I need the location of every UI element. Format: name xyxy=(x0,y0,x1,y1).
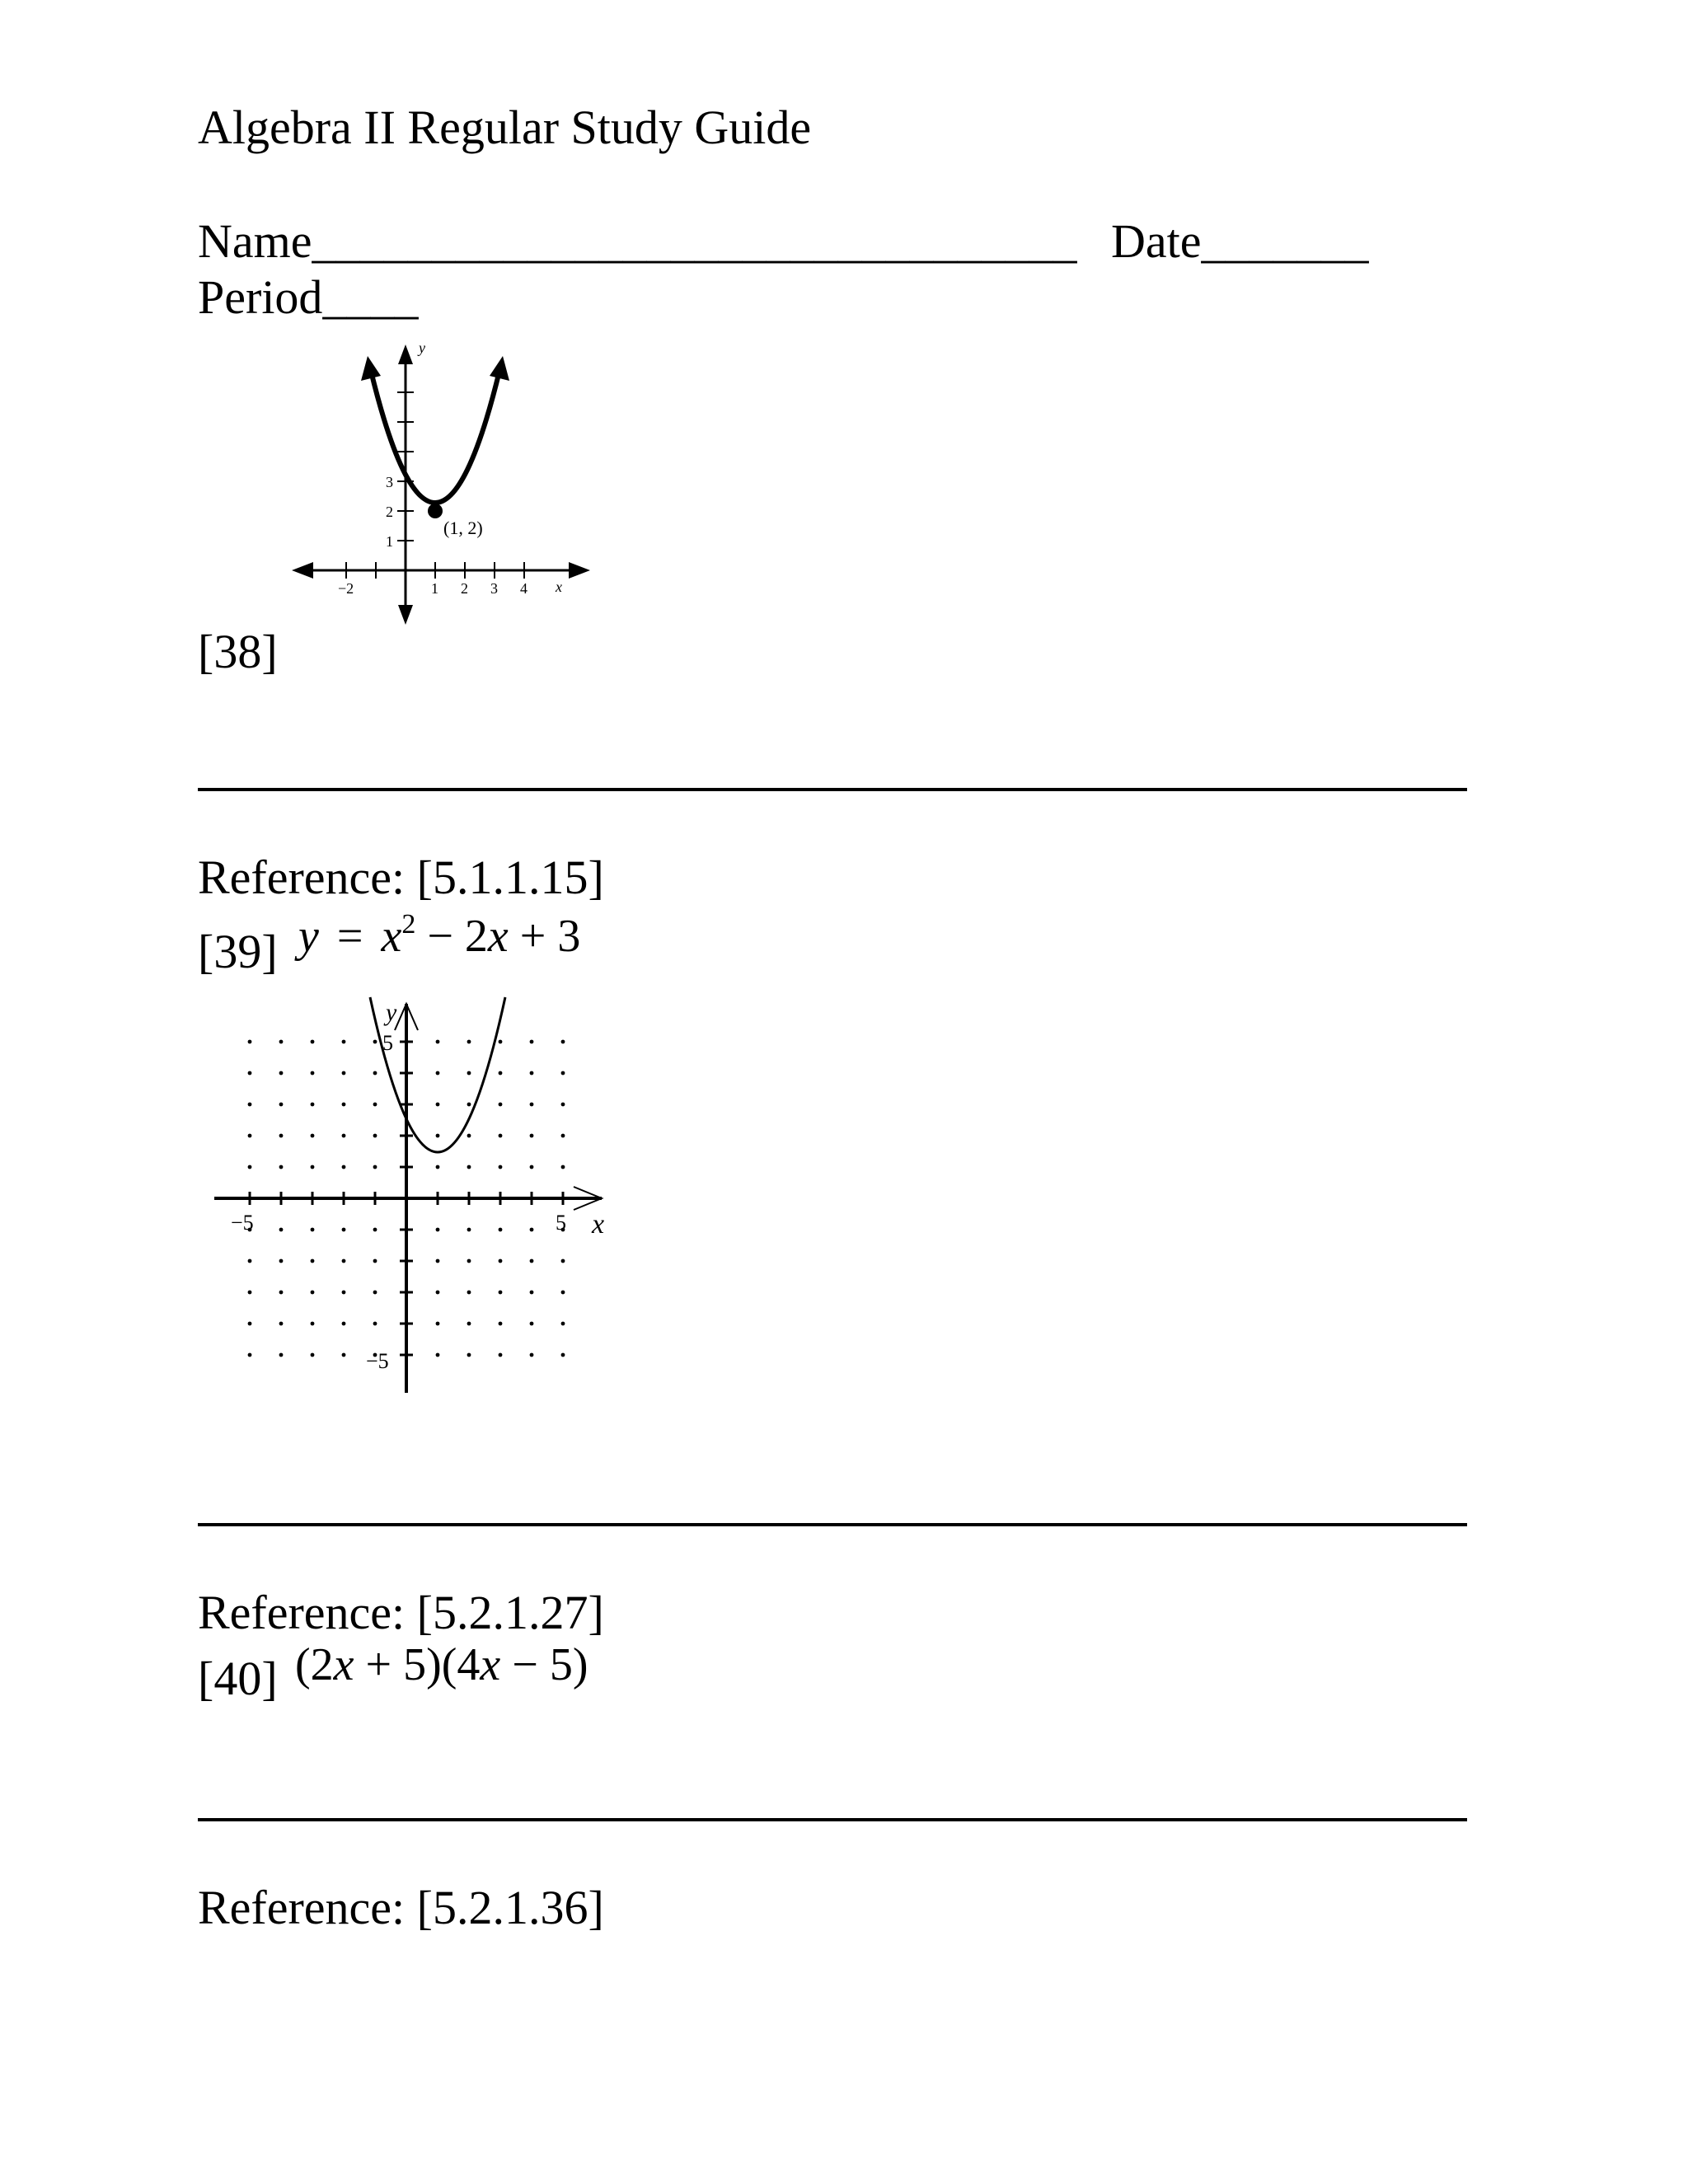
grid-dot xyxy=(467,1322,471,1326)
q39-y-axis-label: y xyxy=(386,999,397,1026)
period-blank[interactable]: ____ xyxy=(322,270,419,324)
grid-dot xyxy=(436,1228,440,1232)
grid-dot xyxy=(248,1322,252,1326)
grid-dot xyxy=(561,1165,565,1169)
grid-dot xyxy=(467,1291,471,1295)
grid-dot xyxy=(561,1134,565,1138)
q39-x-axis-label: x xyxy=(592,1209,605,1240)
q40-expr-part2: + 5)(4 xyxy=(354,1639,481,1690)
q38-parabola-arrow-right xyxy=(490,356,509,381)
grid-dot xyxy=(342,1071,346,1076)
grid-dot xyxy=(279,1228,284,1232)
grid-dot xyxy=(311,1040,315,1044)
grid-dot xyxy=(436,1291,440,1295)
grid-dot xyxy=(561,1103,565,1107)
q40-expr-part3: − 5) xyxy=(500,1639,588,1690)
grid-dot xyxy=(279,1353,284,1357)
q38-x-tick-label-2: 2 xyxy=(461,580,468,597)
grid-dot xyxy=(248,1165,252,1169)
grid-dot xyxy=(279,1103,284,1107)
grid-dot xyxy=(436,1165,440,1169)
grid-dot xyxy=(342,1103,346,1107)
grid-dot xyxy=(342,1165,346,1169)
grid-dot xyxy=(311,1165,315,1169)
grid-dot xyxy=(342,1134,346,1138)
grid-dot xyxy=(499,1134,503,1138)
grid-dot xyxy=(530,1040,534,1044)
grid-dot xyxy=(436,1071,440,1076)
grid-dot xyxy=(279,1040,284,1044)
grid-dot xyxy=(311,1103,315,1107)
grid-dot xyxy=(499,1291,503,1295)
grid-dot xyxy=(561,1040,565,1044)
grid-dot xyxy=(373,1291,377,1295)
grid-dot xyxy=(499,1259,503,1263)
q39-eq-x: x xyxy=(381,911,402,962)
grid-dot xyxy=(279,1291,284,1295)
period-field-label xyxy=(198,270,419,324)
q39-reference: Reference: [5.1.1.15] xyxy=(198,851,604,904)
q40-expr-part1: (2 xyxy=(295,1639,334,1690)
q38-y-tick-label-1: 1 xyxy=(386,533,393,550)
grid-dot xyxy=(530,1228,534,1232)
q38-parabola-arrow-left xyxy=(361,356,381,381)
grid-dot xyxy=(530,1165,534,1169)
date-blank[interactable]: _______ xyxy=(1201,214,1369,268)
q39-x-label-neg5: −5 xyxy=(231,1211,254,1235)
grid-dot xyxy=(436,1103,440,1107)
q38-x-tick-label-4: 4 xyxy=(520,580,528,597)
q38-vertex-point xyxy=(428,504,443,518)
q38-graph xyxy=(280,338,610,635)
grid-dot xyxy=(467,1134,471,1138)
q38-y-tick-label-2: 2 xyxy=(386,504,393,520)
q40-number: [40] xyxy=(198,1652,278,1705)
q38-x-tick-label-1: 1 xyxy=(431,580,438,597)
grid-dot xyxy=(467,1040,471,1044)
q40-expr-x1: x xyxy=(333,1639,354,1690)
q38-y-axis-arrow-up xyxy=(398,344,413,364)
grid-dot xyxy=(467,1259,471,1263)
grid-dot xyxy=(342,1353,346,1357)
q39-eq-exponent: 2 xyxy=(401,909,416,940)
grid-dot xyxy=(279,1259,284,1263)
grid-dot xyxy=(436,1040,440,1044)
grid-dot xyxy=(373,1040,377,1044)
grid-dot xyxy=(436,1322,440,1326)
grid-dot xyxy=(561,1353,565,1357)
grid-dot xyxy=(467,1103,471,1107)
q40-reference: Reference: [5.2.1.27] xyxy=(198,1586,604,1639)
grid-dot xyxy=(561,1322,565,1326)
grid-dot xyxy=(436,1134,440,1138)
grid-dot xyxy=(342,1291,346,1295)
grid-dot xyxy=(436,1353,440,1357)
grid-dot xyxy=(530,1259,534,1263)
name-field-label xyxy=(198,214,1077,268)
grid-dot xyxy=(499,1322,503,1326)
grid-dot xyxy=(248,1291,252,1295)
grid-dot xyxy=(373,1259,377,1263)
grid-dot xyxy=(311,1259,315,1263)
grid-dot xyxy=(373,1322,377,1326)
grid-dot xyxy=(499,1040,503,1044)
grid-dot xyxy=(248,1259,252,1263)
grid-dot xyxy=(436,1259,440,1263)
grid-dot xyxy=(342,1040,346,1044)
q38-y-axis-label: y xyxy=(419,340,425,356)
name-label: Name xyxy=(198,214,312,268)
divider-1 xyxy=(198,788,1467,791)
period-label: Period xyxy=(198,270,323,324)
q38-y-tick-label-3: 3 xyxy=(386,474,393,490)
grid-dot xyxy=(311,1228,315,1232)
grid-dot xyxy=(373,1103,377,1107)
q38-x-tick-label-3: 3 xyxy=(490,580,498,597)
grid-dot xyxy=(373,1228,377,1232)
q39-y-label-pos5: 5 xyxy=(382,1031,393,1055)
page-title: Algebra II Regular Study Guide xyxy=(198,101,812,154)
q39-eq-x2: x xyxy=(487,911,509,962)
grid-dot xyxy=(467,1165,471,1169)
date-label: Date xyxy=(1111,214,1202,268)
grid-dot xyxy=(311,1134,315,1138)
q38-x-axis-label: x xyxy=(556,579,562,595)
grid-dot xyxy=(499,1228,503,1232)
q40-expression xyxy=(295,1639,588,1690)
q41-reference: Reference: [5.2.1.36] xyxy=(198,1881,604,1934)
grid-dot xyxy=(248,1353,252,1357)
q40-expr-x2: x xyxy=(480,1639,501,1690)
grid-dot xyxy=(342,1259,346,1263)
q39-number: [39] xyxy=(198,925,278,978)
divider-2 xyxy=(198,1523,1467,1526)
q38-x-axis-arrow-right xyxy=(569,562,590,579)
divider-3 xyxy=(198,1818,1467,1821)
q39-eq-lhs: y xyxy=(298,911,319,962)
grid-dot xyxy=(248,1071,252,1076)
grid-dot xyxy=(248,1040,252,1044)
grid-dot xyxy=(373,1134,377,1138)
grid-dot xyxy=(530,1103,534,1107)
grid-dot xyxy=(311,1071,315,1076)
grid-dot xyxy=(561,1259,565,1263)
q39-graph xyxy=(198,981,626,1409)
q39-eq-middle: − 2 xyxy=(415,911,488,962)
grid-dot xyxy=(530,1134,534,1138)
grid-dot xyxy=(499,1353,503,1357)
name-blank[interactable]: ________________________________ xyxy=(312,214,1077,268)
date-field-label xyxy=(1111,214,1369,268)
grid-dot xyxy=(248,1103,252,1107)
grid-dot xyxy=(279,1322,284,1326)
grid-dot xyxy=(499,1103,503,1107)
grid-dot xyxy=(561,1291,565,1295)
grid-dot xyxy=(373,1071,377,1076)
grid-dot xyxy=(467,1228,471,1232)
q39-eq-tail: + 3 xyxy=(508,911,581,962)
q39-x-label-pos5: 5 xyxy=(556,1211,566,1235)
grid-dot xyxy=(311,1322,315,1326)
q38-number: [38] xyxy=(198,625,278,678)
grid-dot xyxy=(279,1071,284,1076)
q38-y-axis-arrow-down xyxy=(398,605,413,625)
q39-equation xyxy=(298,909,581,962)
grid-dot xyxy=(467,1071,471,1076)
q39-eq-equals: = xyxy=(336,911,363,962)
grid-dot xyxy=(342,1322,346,1326)
q39-y-label-neg5: −5 xyxy=(366,1349,389,1373)
grid-dot xyxy=(311,1353,315,1357)
q38-x-axis-arrow-left xyxy=(292,562,313,579)
grid-dot xyxy=(279,1165,284,1169)
q38-vertex-label: (1, 2) xyxy=(443,518,483,538)
grid-dot xyxy=(530,1322,534,1326)
grid-dot xyxy=(467,1353,471,1357)
grid-dot xyxy=(499,1071,503,1076)
grid-dot xyxy=(530,1071,534,1076)
grid-dot xyxy=(530,1353,534,1357)
grid-dot xyxy=(561,1071,565,1076)
grid-dot xyxy=(248,1134,252,1138)
grid-dot xyxy=(311,1291,315,1295)
grid-dot xyxy=(342,1228,346,1232)
q38-x-tick-label-neg2: −2 xyxy=(338,580,354,597)
grid-dot xyxy=(373,1165,377,1169)
grid-dot xyxy=(279,1134,284,1138)
grid-dot xyxy=(530,1291,534,1295)
grid-dot xyxy=(499,1165,503,1169)
